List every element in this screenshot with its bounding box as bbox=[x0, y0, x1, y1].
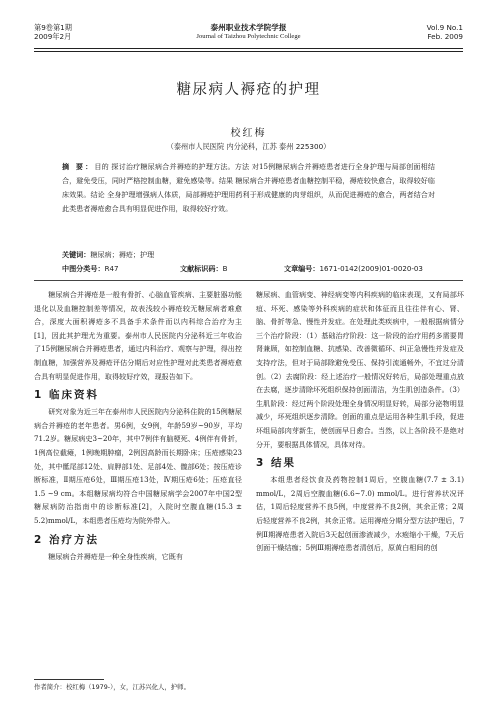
clc-code bbox=[62, 263, 119, 274]
doc-value: B bbox=[222, 264, 228, 273]
article-number-label: 文章编号： bbox=[284, 264, 320, 273]
body-column-right bbox=[256, 288, 464, 555]
abstract-block bbox=[62, 160, 435, 216]
treatment-continued-text: 糖尿病、血管病变、神经病变等内科疾病的临床表现，又有局部坏疽、坏死、感染等外科疾病的症状和体征而且往往伴有心、肾、脑、骨折等急、慢性并发症。在处理此类疾病中，一般根据病情分三个治疗阶段：（1）基础治疗阶段：这一阶段的治疗用药多需要胃肾兼顾，如控制血糖、抗感染、改善微循环、纠正急慢性并发症及支持疗法，但对于局部除避免受压、保持引流通畅外，不宜过分清创。（2）去腐阶段：经上述治疗一般情况好转后，局部处理重点放在去腐，逐步清除坏死组织保持创面清洁，为生肌创造条件。（3）生肌阶段：经过两个阶段处理全身情况明显好转，局部分泌物明显减少，坏死组织逐步清除。创面的重点是运用各种生肌手段，促进坏组局部肉芽新生，使创面早日愈合。当然，以上各阶段不是绝对分开，要根据具体情况，具体对待。 bbox=[256, 290, 464, 449]
footnote-rule bbox=[34, 679, 104, 680]
keywords-label: 关键词： bbox=[62, 250, 91, 259]
abstract-separator bbox=[34, 280, 463, 281]
keywords-text: 糖尿病；褥疮；护理 bbox=[90, 250, 155, 259]
issue-cn: 第9卷第1期 bbox=[34, 23, 72, 32]
clc-label: 中图分类号： bbox=[62, 264, 105, 273]
intro-paragraph: 糖尿病合并褥疮是一般有骨折、心脑血管疾病、主要脏器功能退化以及血糖控制差等情况，故表浅较小褥疮较无糖尿病者难愈合，深度大面积褥疮多不具备手术条件而以内科综合治疗为主[1]，因此其护理尤为重要。泰州市人民医院内分泌科近三年收治了15例糖尿病合并褥疮患者，通过内科治疗、观察与护理，得出控制血糖，加强营养及褥疮评估分期后对应性护理对此类患者褥疮愈合具有明显促进作用，取得较好疗效，现报告如下。 bbox=[34, 290, 242, 381]
article-title: 糖尿病人褥疮的护理 bbox=[176, 82, 321, 98]
header-rule-thin bbox=[34, 51, 463, 52]
abstract-text: 目的 探讨治疗糖尿病合并褥疮的护理方法。方法 对15例糖尿病合并褥疮患者进行全身护理与局部创面相结合，避免受压，同时严格控制血糖，避免感染等。结果 糖尿病合并褥疮患者血糖控制平稳，褥疮较快愈合，取得较好临床效果。结论 全身护理增强病人体质，局部褥疮护理用药利于形成健康的肉芽组织，从而促进褥疮的愈合，两者结合对此类患者褥疮愈合具有明显促进作用，取得较好疗效。 bbox=[62, 162, 435, 213]
section-1-heading: 1 临床资料 bbox=[34, 389, 99, 402]
section-3-heading: 3 结果 bbox=[256, 457, 296, 470]
doc-label: 文献标识码： bbox=[180, 264, 223, 273]
article-author: 校红梅 bbox=[230, 128, 267, 139]
header-center bbox=[34, 23, 463, 41]
abstract-label: 摘 要： bbox=[62, 162, 95, 171]
clc-value: R47 bbox=[104, 264, 119, 273]
article-number bbox=[284, 263, 423, 274]
section-2-heading: 2 治疗方法 bbox=[34, 533, 99, 546]
author-affiliation: （泰州市人民医院 内分泌科，江苏 泰州 225300） bbox=[166, 142, 331, 151]
keywords-line bbox=[62, 249, 435, 260]
issue-en: Vol.9 No.1 bbox=[426, 23, 463, 32]
journal-name-en: Journal of Taizhou Polytechnic College bbox=[196, 33, 301, 40]
article-number-value: 1671-0142(2009)01-0020-03 bbox=[319, 264, 423, 273]
section-3-text: 本组患者经饮食及药物控制1周后，空腹血糖(7.7 ± 3.1) mmol/L，2周后空腹血糖(6.6~7.0) mmol/L。进行营养状况评估，1周后轻度营养不良5例，中度营养不良2例，其余正常；2周后轻度营养不良2例，其余正常。运用褥疮分期分型方法护理后，7例Ⅱ期褥疮患者入院后3天起创面渗液减少，水疱缩小干燥，7天后创面干燥结痂；5例Ⅲ期褥疮患者清创后，原黄白相间的创 bbox=[256, 475, 464, 553]
doc-code bbox=[180, 263, 227, 274]
author-footnote: 作者简介：校红梅（1979-），女，江苏兴化人，护师。 bbox=[34, 683, 190, 691]
journal-name-cn: 泰州职业技术学院学报 bbox=[210, 23, 287, 32]
date-cn: 2009年2月 bbox=[34, 32, 72, 41]
header-rule-thick bbox=[34, 48, 463, 49]
running-header bbox=[34, 23, 463, 47]
section-2-text: 糖尿病合并褥疮是一种全身性疾病，它既有 bbox=[48, 551, 183, 561]
section-1-text: 研究对象为近三年在泰州市人民医院内分泌科住院的15例糖尿病合并褥疮的老年患者。男6例，女9例，年龄59岁~90岁，平均71.2岁。糖尿病史3~20年，其中7例伴有脑梗死、4例伴有骨折，1例高位截瘫，1例晚期肿瘤，2例因高龄而长期卧床；压疮感染23处，其中骶尾部12处、肩胛部1处、足部4处、髋部6处；按压疮诊断标准，Ⅱ期压疮6处，Ⅲ期压疮13处，Ⅳ期压疮6处；压疮直径1.5 ~9 cm。本组糖尿病均符合中国糖尿病学会2007年中国2型糖尿病防治指南中的诊断标准[2]，入院时空腹血糖(15.3 ± 5.2)mmol/L，本组患者压疮均为院外带入。 bbox=[34, 407, 242, 525]
body-column-left bbox=[34, 288, 242, 563]
header-right bbox=[427, 23, 463, 41]
date-en: Feb. 2009 bbox=[427, 32, 463, 41]
